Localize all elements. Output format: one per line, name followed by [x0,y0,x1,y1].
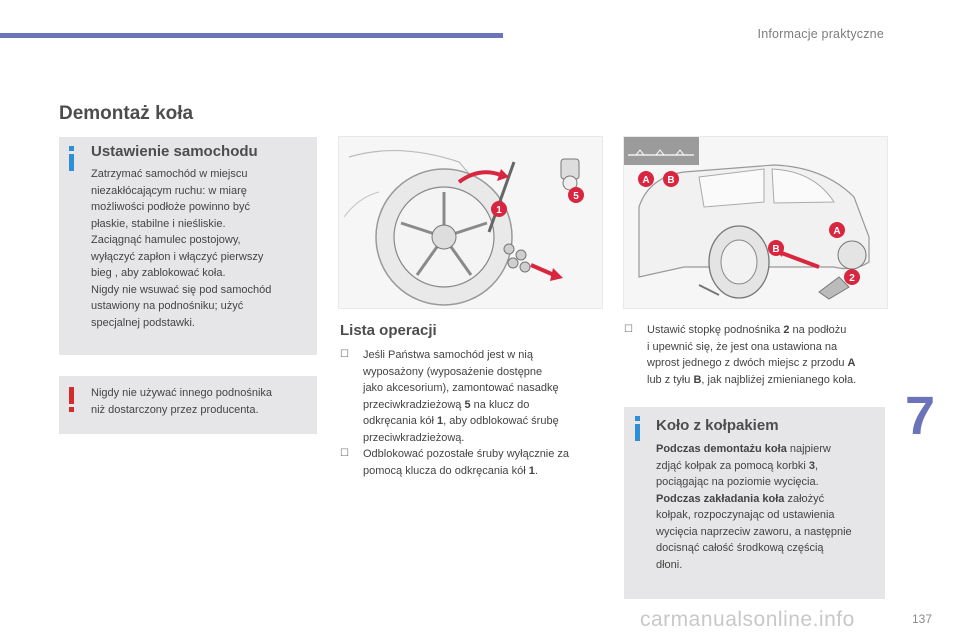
info-icon [69,146,74,171]
hubcap-box-title: Koło z kołpakiem [656,417,779,434]
car-label-b-top: B [667,175,675,186]
list-item: ☐ Ustawić stopkę podnośnika 2 na podłożu i upewnić się, że jest ona ustawiona na wprost jednego z dwóch miejsc z przodu A lub z tyłu B, jak najbliżej zmienianego koła. [624,324,857,386]
header-accent-bar [0,33,503,38]
checkbox-bullet-icon: ☐ [340,448,349,459]
operations-list-right [624,322,892,388]
warning-text: Nigdy nie używać innego podnośnika niż dostarczony przez producenta. [91,387,273,416]
wheel-badge-5: 5 [573,191,579,202]
wheel-removal-illustration [338,136,603,309]
list-item: ☐ Jeśli Państwa samochód jest w nią wyposażony (wyposażenie dostępne jako akcesorium), zamontować nasadkę przeciwkradzieżową 5 na klucz do odkręcania kół 1, aby odblokować śrubę przeciwkradzieżową. [340,349,559,444]
operations-list-left [340,347,608,479]
watermark: carmanualsonline.info [640,608,855,631]
chapter-number: 7 [905,386,936,446]
info-icon [635,416,640,441]
operations-title: Lista operacji [340,322,437,339]
car-label-b-side: B [772,244,780,255]
list-item: ☐ Odblokować pozostałe śruby wyłącznie za pomocą klucza do odkręcania kół 1. [340,448,570,477]
car-label-a-side: A [833,226,841,237]
warning-icon [69,387,74,412]
car-label-a-top: A [642,175,650,186]
section-title: Informacje praktyczne [757,27,884,41]
setup-box-text: Zatrzymać samochód w miejscu niezakłócającym ruchu: w miarę możliwości podłoże powinno być płaskie, stabilne i nieśliskie. Zaciągnąć hamulec postojowy, wyłączyć zapłon i włączyć pierwszy bieg , aby zablokować koła. Nigdy nie wsuwać się pod samochód ustawiony na podnośniku; użyć specjalnej podstawki. [91,168,272,329]
checkbox-bullet-icon: ☐ [340,349,349,360]
car-jack-illustration [623,136,888,309]
wheel-badge-1: 1 [496,205,502,216]
checkbox-bullet-icon: ☐ [624,324,633,335]
page-number: 137 [912,612,933,626]
page-title: Demontaż koła [59,103,194,124]
hubcap-box-text: Podczas demontażu koła najpierw zdjąć kołpak za pomocą korbki 3, pociągając na poziomie wycięcia. Podczas zakładania koła założyć kołpak, rozpoczynając od ustawienia wycięcia naprzeciw zaworu, a następnie docisnąć całość środkową częścią dłoni. [656,443,852,571]
car-badge-2: 2 [849,273,855,284]
setup-box-title: Ustawienie samochodu [91,143,258,160]
